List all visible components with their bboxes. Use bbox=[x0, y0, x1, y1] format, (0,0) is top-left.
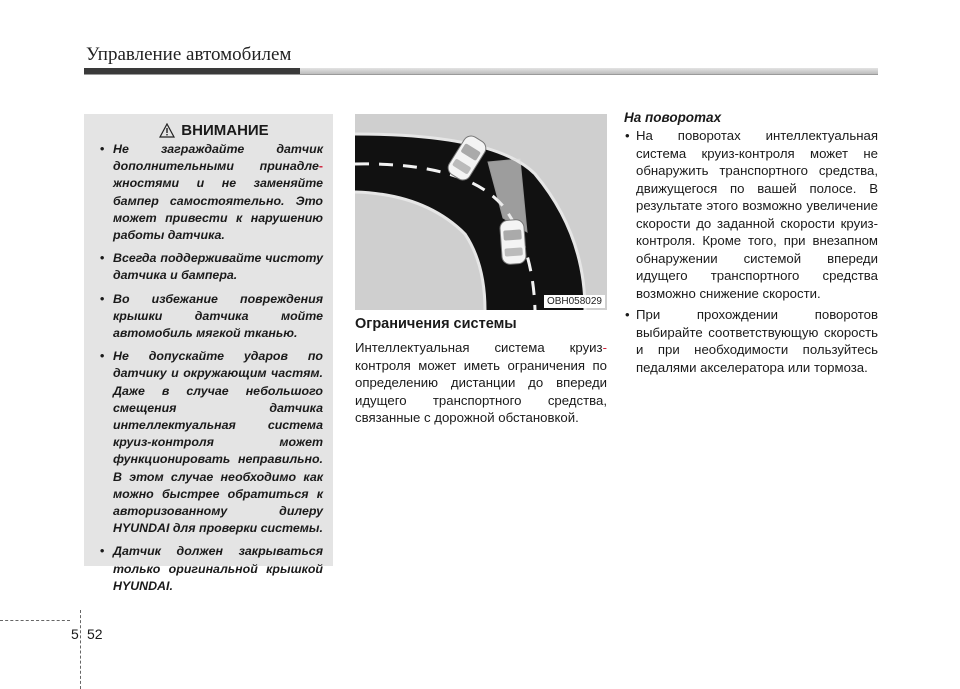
list-item: • При прохождении поворотов выбирайте соответствующую скорость и при необходимости пользуйтесь педалями акселератора или тормоза. bbox=[624, 306, 878, 376]
curve-illustration bbox=[355, 114, 607, 310]
page-number: 52 bbox=[87, 626, 103, 642]
header-rule-accent bbox=[84, 68, 300, 74]
section-title: Ограничения системы bbox=[355, 316, 517, 332]
chapter-number: 5 bbox=[71, 626, 79, 642]
warning-item bbox=[97, 141, 323, 244]
figure-code: OBH058029 bbox=[544, 295, 605, 308]
footer-divider bbox=[80, 610, 81, 689]
curved-road-drawing bbox=[355, 114, 607, 310]
warning-item-text: жностями и не заменяйте бампер самостоятельно. Это может привести к нарушению работы датчика. bbox=[113, 176, 323, 243]
warning-item: • Датчик должен закрываться только оригинальной крышкой HYUNDAI. bbox=[97, 543, 323, 595]
header-rule bbox=[84, 68, 878, 75]
own-car-icon bbox=[499, 219, 526, 265]
paragraph-text: Интеллектуальная система круиз bbox=[355, 340, 603, 355]
hyphen-mark: - bbox=[602, 340, 607, 355]
turns-list bbox=[624, 127, 878, 380]
page-header-title: Управление автомобилем bbox=[86, 44, 292, 65]
paragraph-text: контроля может иметь ограничения по определению дистанции до впереди идущего транспортного средства, связанные с дорожной обстановкой. bbox=[355, 357, 607, 425]
warning-header bbox=[97, 122, 323, 139]
warning-item: • Во избежание повреждения крышки датчика мойте автомобиль мягкой тканью. bbox=[97, 291, 323, 343]
list-item: • На поворотах интеллектуальная система круиз-контроля может не обнаружить транспортного средства, движущегося по вашей полосе. В результате этого возможно увеличение скорости до заданной скорости круиз-контроля. Кроме того, при внезапном обнаружении системой впереди идущего транспортного средства возможно снижение скорости. bbox=[624, 127, 878, 302]
warning-list bbox=[97, 141, 323, 595]
warning-box bbox=[84, 114, 333, 593]
subsection-title: На поворотах bbox=[624, 110, 722, 125]
section-paragraph bbox=[355, 339, 607, 427]
hyphen-mark: - bbox=[318, 159, 323, 174]
warning-item: • Не допускайте ударов по датчику и окружающим частям. Даже в случае небольшого смещения датчика интеллектуальная система круиз-контроля может функционировать неправильно. В этом случае необходимо как можно быстрее обратиться к авторизованному дилеру HYUNDAI для проверки системы. bbox=[97, 348, 323, 537]
warning-item-text: Не заграждайте датчик дополнительными принадле bbox=[113, 142, 323, 174]
warning-title: ВНИМАНИЕ bbox=[181, 122, 269, 139]
warning-item: • Всегда поддерживайте чистоту датчика и бампера. bbox=[97, 250, 323, 284]
footer-rule bbox=[0, 620, 70, 621]
warning-triangle-icon bbox=[159, 123, 175, 138]
